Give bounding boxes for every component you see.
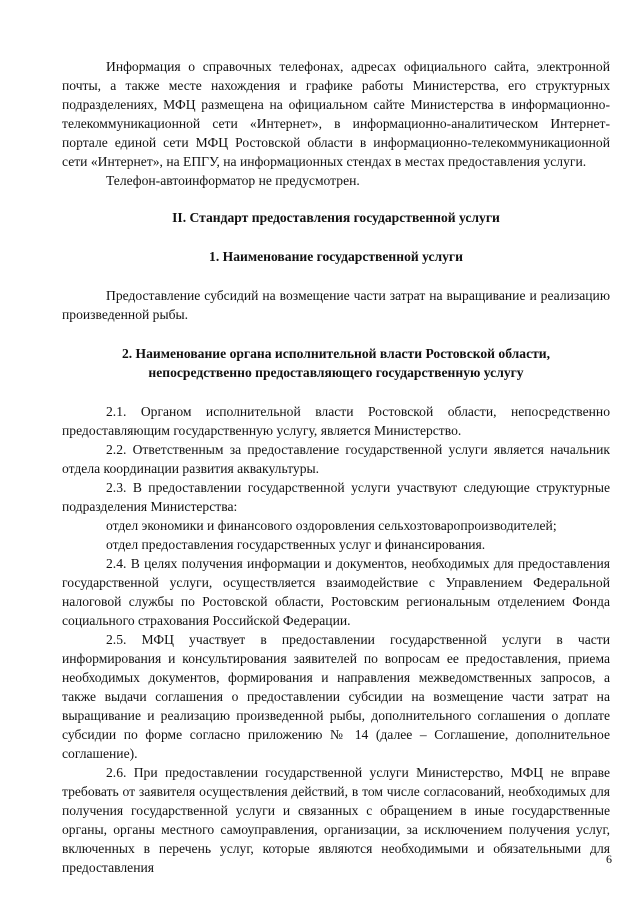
- paragraph-2-6: 2.6. При предоставлении государственной услуги Министерство, МФЦ не вправе требовать от заявителя осуществления действий, в том числе согласований, необходимых для получения государственной услуги и связанных с обращением в иные государственные органы, органы местного самоуправления, организации, за исключением получения услуг, включенных в перечень услуг, которые являются необходимыми и обязательными для предоставления: [62, 765, 610, 875]
- intro-paragraph-autoinformer: Телефон-автоинформатор не предусмотрен.: [106, 173, 360, 188]
- paragraph-2-2: 2.2. Ответственным за предоставление государственной услуги является начальник отдела координации развития аквакультуры.: [62, 442, 610, 476]
- subsection2-title-line1: 2. Наименование органа исполнительной власти Ростовской области,: [121, 346, 551, 361]
- page-number: 6: [606, 852, 612, 866]
- subsection2-title-line2: непосредственно предоставляющего государственную услугу: [148, 365, 524, 380]
- paragraph-2-4: 2.4. В целях получения информации и документов, необходимых для предоставления государственной услуги, осуществляется взаимодействие с Управлением Федеральной налоговой службы по Ростовской области, Ростовским региональным отделением Фонда социального страхования Российской Федерации.: [62, 556, 610, 628]
- paragraph-2-5: 2.5. МФЦ участвует в предоставлении государственной услуги в части информирования и консультирования заявителей по вопросам ее предоставления, приема необходимых документов, формирования и направления межведомственных запросов, а также выдачи соглашения о предоставлении субсидии на возмещение части затрат на выращивание и реализацию произведенной рыбы, дополнительного соглашения о доплате субсидии по форме согласно приложению № 14 (далее – Соглашение, дополнительное соглашение).: [62, 632, 610, 761]
- paragraph-2-3-item-services: отдел предоставления государственных услуг и финансирования.: [106, 537, 486, 552]
- subsection1-title: 1. Наименование государственной услуги: [209, 249, 463, 264]
- section-title: II. Стандарт предоставления государственной услуги: [172, 210, 500, 225]
- document-body: [62, 57, 610, 877]
- paragraph-2-3: 2.3. В предоставлении государственной услуги участвуют следующие структурные подразделения Министерства:: [62, 480, 610, 514]
- paragraph-2-1: 2.1. Органом исполнительной власти Ростовской области, непосредственно предоставляющим государственную услугу, является Министерство.: [62, 404, 610, 438]
- paragraph-2-3-item-economics: отдел экономики и финансового оздоровления сельхозтоваропроизводителей;: [106, 518, 557, 533]
- intro-paragraph-contacts: Информация о справочных телефонах, адресах официального сайта, электронной почты, а также месте нахождения и графике работы Министерства, его структурных подразделениях, МФЦ размещена на официальном сайте Министерства в информационно-телекоммуникационной сети «Интернет», в информационно-аналитическом Интернет-портале единой сети МФЦ Ростовской области в информационно-телекоммуникационной сети «Интернет», на ЕПГУ, на информационных стендах в местах предоставления услуги.: [62, 59, 610, 169]
- subsection1-text: Предоставление субсидий на возмещение части затрат на выращивание и реализацию произведенной рыбы.: [62, 288, 610, 322]
